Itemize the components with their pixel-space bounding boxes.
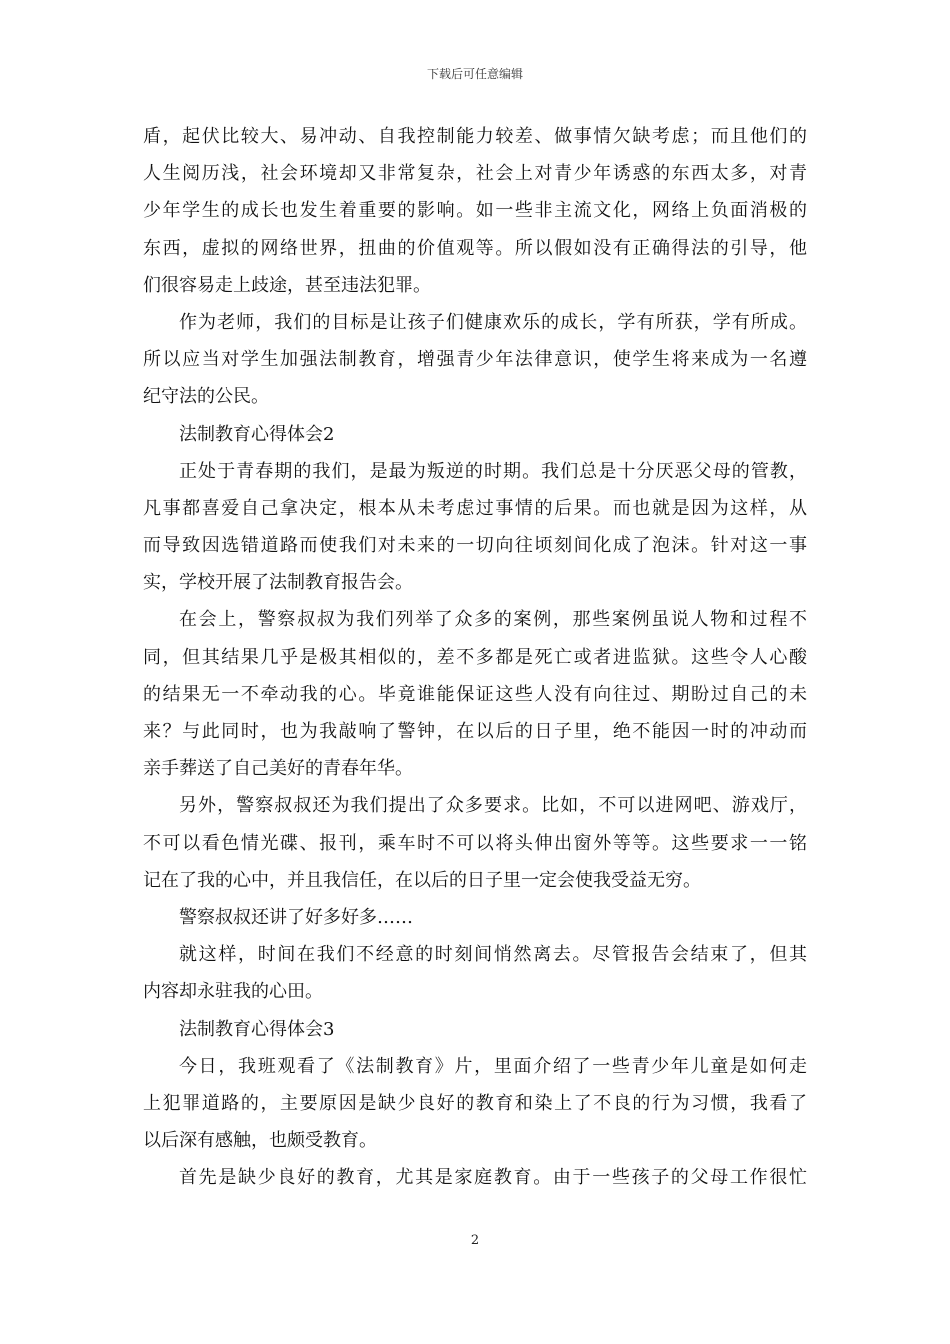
text-line: 以后深有感触，也颇受教育。 <box>143 1130 377 1152</box>
text-line: 纪守法的公民。 <box>143 386 269 408</box>
text-line: 们很容易走上歧途，甚至违法犯罪。 <box>143 274 431 296</box>
text-line: 作为老师，我们的目标是让孩子们健康欢乐的成长，学有所获，学有所成。 <box>179 311 807 333</box>
text-line: 而导致因选错道路而使我们对未来的一切向往顷刻间化成了泡沫。针对这一事 <box>143 535 807 557</box>
text-line: 上犯罪道路的，主要原因是缺少良好的教育和染上了不良的行为习惯，我看了 <box>143 1092 807 1114</box>
text-line: 警察叔叔还讲了好多好多…… <box>179 906 413 928</box>
text-line: 就这样，时间在我们不经意的时刻间悄然离去。尽管报告会结束了，但其 <box>179 944 807 966</box>
text-line: 正处于青春期的我们，是最为叛逆的时期。我们总是十分厌恶父母的管教， <box>179 460 807 482</box>
document-body <box>143 118 807 1196</box>
text-line: 今日，我班观看了《法制教育》片，里面介绍了一些青少年儿童是如何走 <box>179 1055 807 1077</box>
text-line: 人生阅历浅，社会环境却又非常复杂，社会上对青少年诱惑的东西太多，对青 <box>143 163 807 185</box>
text-line: 少年学生的成长也发生着重要的影响。如一些非主流文化，网络上负面消极的 <box>143 200 807 222</box>
text-line: 东西，虚拟的网络世界，扭曲的价值观等。所以假如没有正确得法的引导，他 <box>143 237 807 259</box>
text-line: 在会上，警察叔叔为我们列举了众多的案例，那些案例虽说人物和过程不 <box>179 609 807 631</box>
text-line: 凡事都喜爱自己拿决定，根本从未考虑过事情的后果。而也就是因为这样，从 <box>143 497 807 519</box>
page-number: 2 <box>470 1233 480 1248</box>
text-line: 来？与此同时，也为我敲响了警钟，在以后的日子里，绝不能因一时的冲动而 <box>143 721 807 742</box>
text-line: 实，学校开展了法制教育报告会。 <box>143 572 413 594</box>
text-line: 不可以看色情光碟、报刊，乘车时不可以将头伸出窗外等等。这些要求一一铭 <box>143 832 807 854</box>
text-line: 同，但其结果几乎是极其相似的，差不多都是死亡或者进监狱。这些令人心酸 <box>143 646 807 668</box>
text-line: 首先是缺少良好的教育，尤其是家庭教育。由于一些孩子的父母工作很忙 <box>179 1167 807 1189</box>
text-line: 法制教育心得体会3 <box>179 1018 335 1040</box>
text-line: 法制教育心得体会2 <box>179 423 335 445</box>
text-line: 亲手葬送了自己美好的青春年华。 <box>143 758 413 780</box>
text-line: 另外，警察叔叔还为我们提出了众多要求。比如，不可以进网吧、游戏厅， <box>179 795 807 817</box>
text-line: 盾，起伏比较大、易冲动、自我控制能力较差、做事情欠缺考虑；而且他们的 <box>143 126 807 147</box>
text-line: 记在了我的心中，并且我信任，在以后的日子里一定会使我受益无穷。 <box>143 869 701 891</box>
text-line: 内容却永驻我的心田。 <box>143 981 323 1003</box>
text-line: 的结果无一不牵动我的心。毕竟谁能保证这些人没有向往过、期盼过自己的未 <box>143 683 807 705</box>
text-line: 所以应当对学生加强法制教育，增强青少年法律意识，使学生将来成为一名遵 <box>143 349 807 371</box>
page-header: 下载后可任意编辑 <box>426 67 523 81</box>
